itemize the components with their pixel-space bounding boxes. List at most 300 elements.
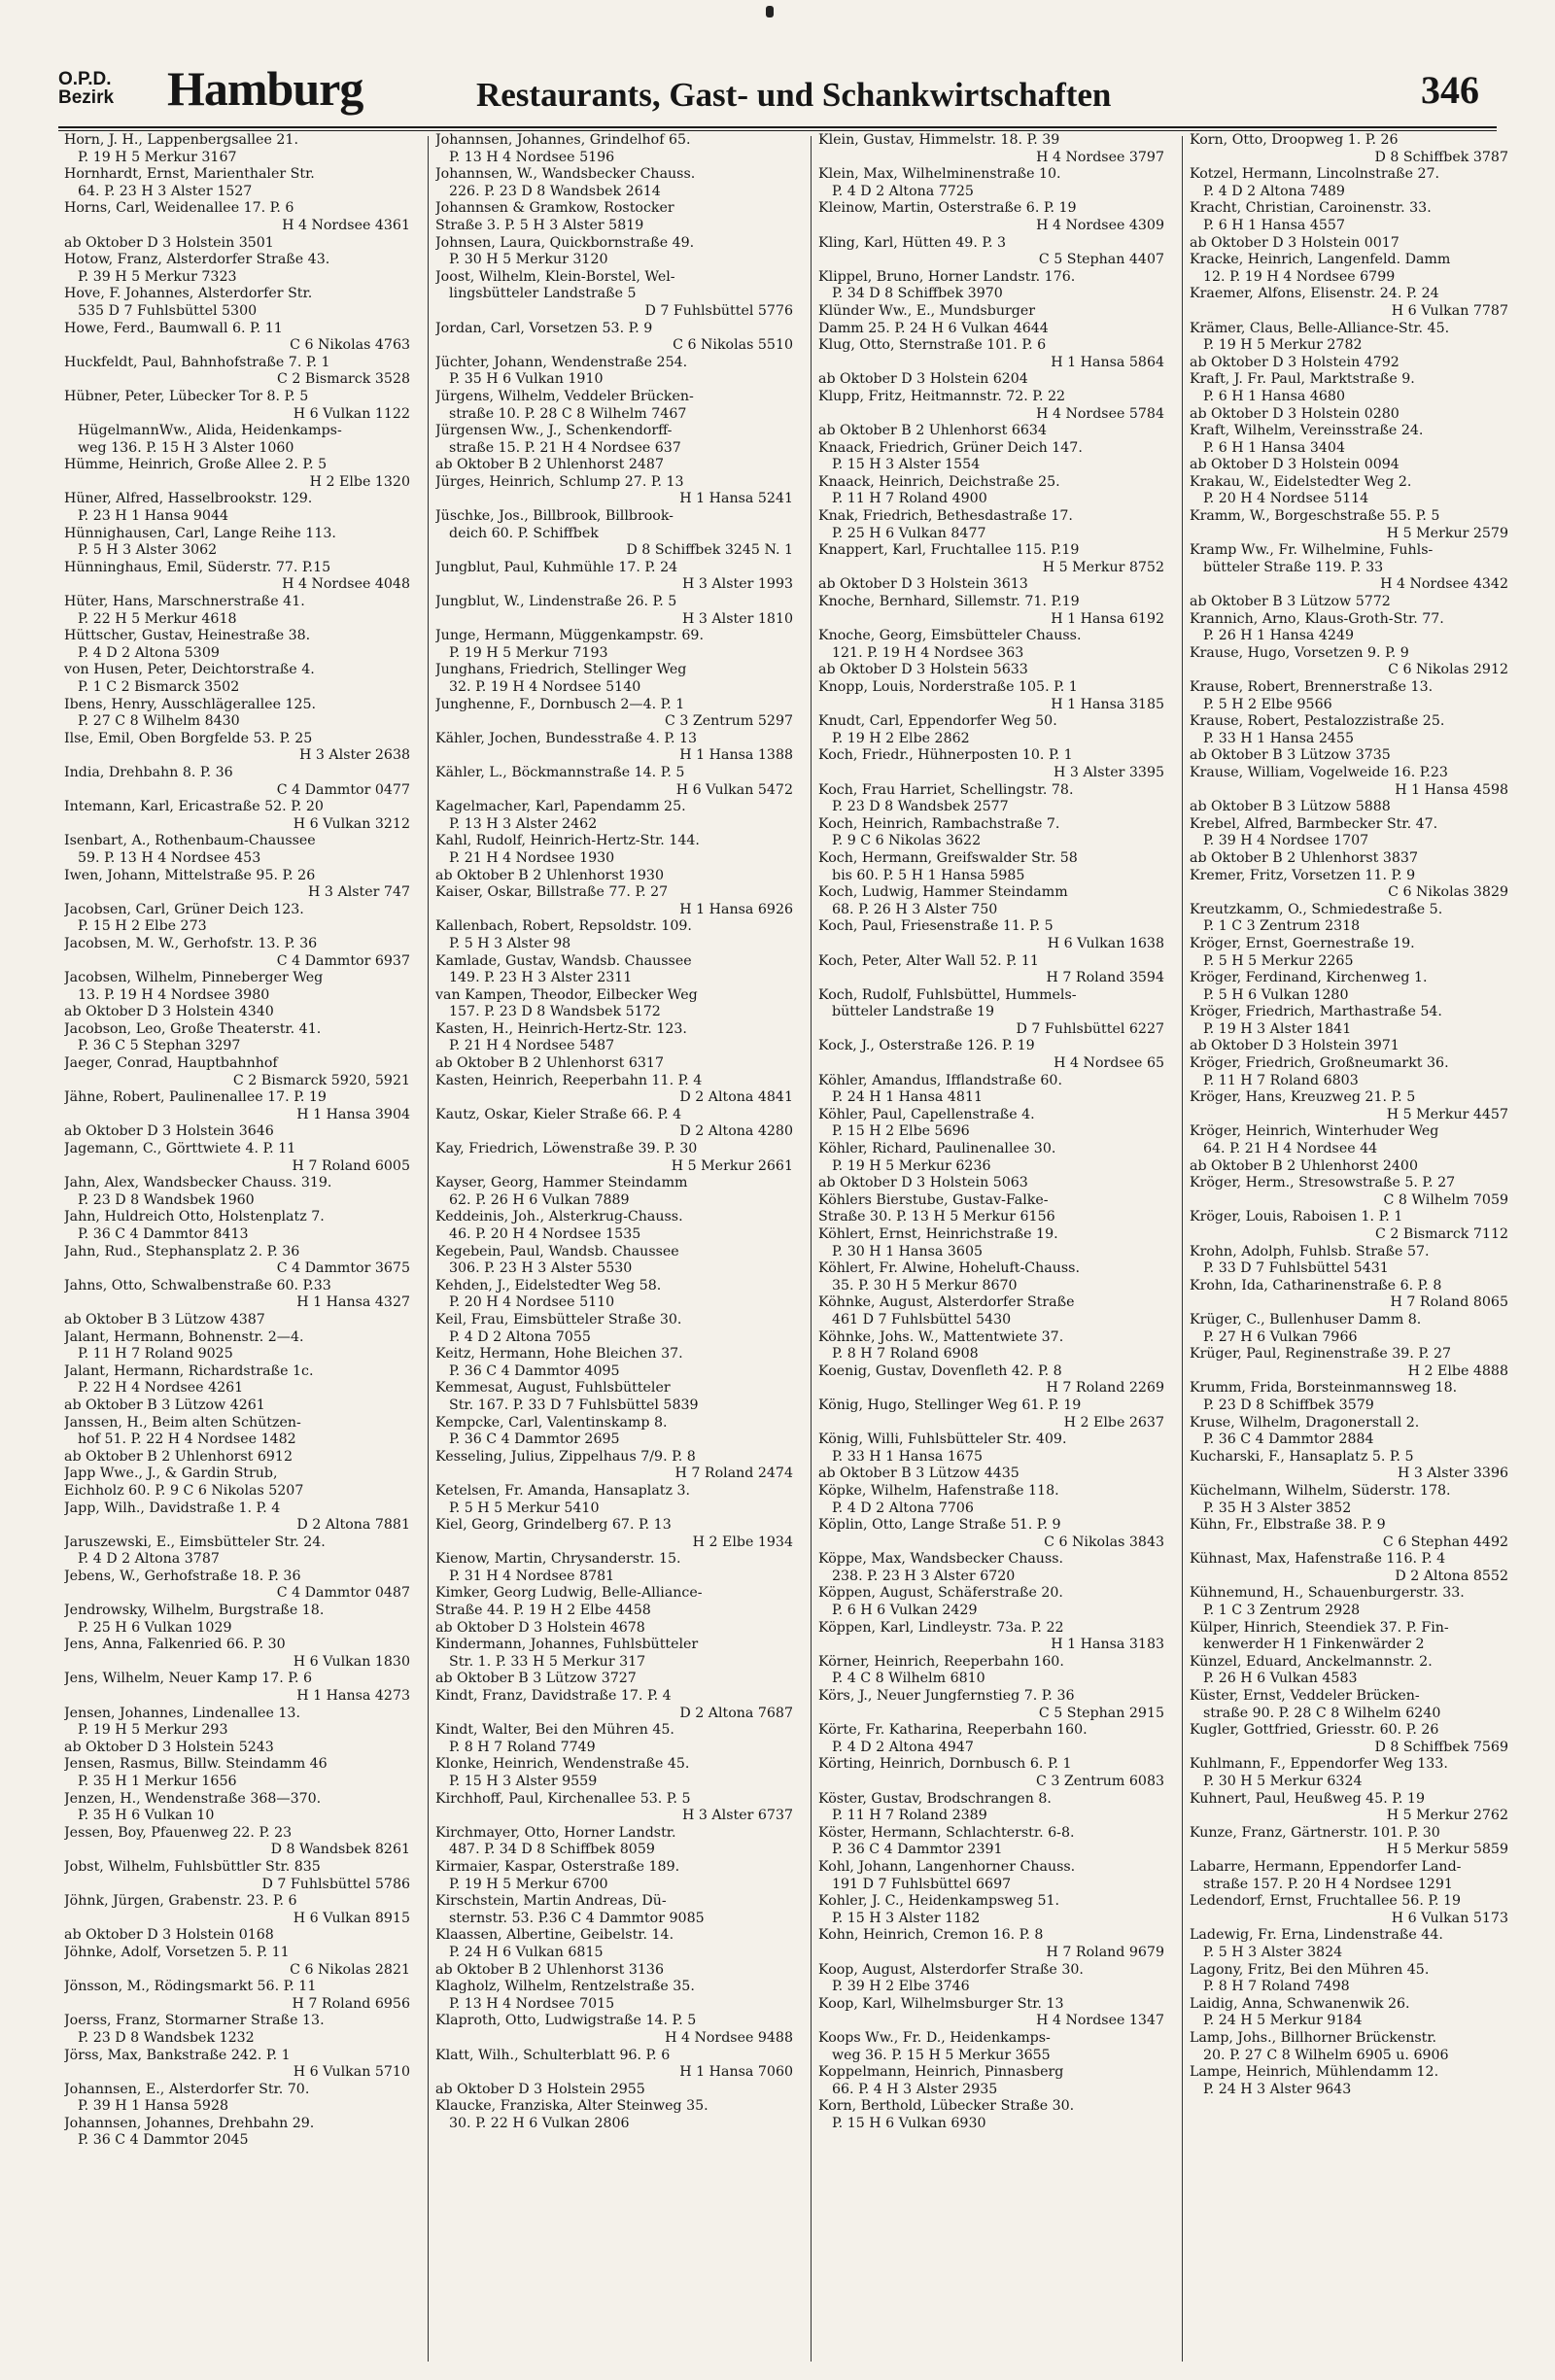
directory-entry-line: Kirschstein, Martin Andreas, Dü- xyxy=(435,1893,667,1910)
directory-entry-line: P. 27 H 6 Vulkan 7966 xyxy=(1203,1328,1358,1345)
directory-entry-line: straße 157. P. 20 H 4 Nordsee 1291 xyxy=(1203,1876,1453,1892)
directory-entry-line: P. 36 C 4 Dammtor 2045 xyxy=(78,2132,249,2149)
directory-entry-line: P. 11 H 7 Roland 6803 xyxy=(1203,1072,1359,1088)
directory-entry-line: Ibens, Henry, Ausschlägerallee 125. xyxy=(64,696,317,712)
directory-entry-line: Keil, Frau, Eimsbütteler Straße 30. xyxy=(435,1311,682,1328)
directory-entry-line: Kotzel, Hermann, Lincolnstraße 27. xyxy=(1190,166,1440,183)
directory-entry-line: H 4 Nordsee 4048 xyxy=(282,576,410,593)
directory-entry-line: ab Oktober B 3 Lützow 3735 xyxy=(1190,747,1391,764)
directory-entry-line: P. 13 H 3 Alster 2462 xyxy=(449,815,598,832)
directory-entry-line: P. 11 H 7 Roland 4900 xyxy=(832,491,987,507)
directory-entry-line: ab Oktober B 2 Uhlenhorst 6634 xyxy=(818,423,1047,439)
directory-entry-line: 64. P. 23 H 3 Alster 1527 xyxy=(78,183,253,199)
directory-entry-line: Kunze, Franz, Gärtnerstr. 101. P. 30 xyxy=(1190,1824,1440,1841)
directory-entry-line: P. 4 D 2 Altona 7489 xyxy=(1203,183,1345,199)
directory-entry-line: P. 24 H 1 Hansa 4811 xyxy=(832,1089,983,1106)
directory-entry-line: ab Oktober D 3 Holstein 3613 xyxy=(818,576,1028,593)
directory-entry-line: ab Oktober B 3 Lützow 4435 xyxy=(818,1466,1019,1482)
directory-entry-line: P. 33 H 1 Hansa 2455 xyxy=(1203,730,1354,746)
directory-entry-line: 59. P. 13 H 4 Nordsee 453 xyxy=(78,849,261,866)
directory-entry-line: Kröger, Hans, Kreuzweg 21. P. 5 xyxy=(1190,1089,1416,1106)
directory-entry-line: P. 27 C 8 Wilhelm 8430 xyxy=(78,713,240,730)
directory-entry-line: H 7 Roland 8065 xyxy=(1390,1294,1508,1311)
directory-entry-line: Külper, Hinrich, Steendiek 37. P. Fin- xyxy=(1190,1619,1449,1636)
directory-entry-line: Joerss, Franz, Stormarner Straße 13. xyxy=(64,2013,325,2029)
header-rule xyxy=(58,126,1497,128)
directory-entry-line: Kröger, Ferdinand, Kirchenweg 1. xyxy=(1190,970,1428,986)
directory-entry-line: Hünninghaus, Emil, Süderstr. 77. P.15 xyxy=(64,559,331,575)
directory-entry-line: Kohl, Johann, Langenhorner Chauss. xyxy=(818,1858,1076,1875)
directory-entry-line: ab Oktober B 2 Uhlenhorst 3837 xyxy=(1190,849,1418,866)
directory-entry-line: Krebel, Alfred, Barmbecker Str. 47. xyxy=(1190,815,1438,832)
directory-entry-line: 12. P. 19 H 4 Nordsee 6799 xyxy=(1203,268,1396,285)
directory-entry-line: Hove, F. Johannes, Alsterdorfer Str. xyxy=(64,286,313,302)
directory-entry-line: C 6 Nikolas 4763 xyxy=(290,337,410,354)
directory-entry-line: P. 1 C 3 Zentrum 2928 xyxy=(1203,1603,1361,1619)
directory-entry-line: Str. 1. P. 33 H 5 Merkur 317 xyxy=(449,1653,646,1670)
directory-entry-line: H 3 Alster 3395 xyxy=(1054,764,1164,780)
directory-entry-line: P. 15 H 2 Elbe 5696 xyxy=(832,1123,970,1140)
directory-entry-line: P. 4 C 8 Wilhelm 6810 xyxy=(832,1671,985,1687)
directory-entry-line: Kohler, J. C., Heidenkampsweg 51. xyxy=(818,1893,1060,1910)
column-divider xyxy=(811,136,812,2362)
directory-entry-line: Japp Wwe., J., & Gardin Strub, xyxy=(64,1466,278,1482)
directory-entry-line: Kröger, Louis, Raboisen 1. P. 1 xyxy=(1190,1209,1403,1225)
directory-entry-line: H 6 Vulkan 8915 xyxy=(293,1910,410,1926)
directory-entry-line: Klippel, Bruno, Horner Landstr. 176. xyxy=(818,268,1076,285)
directory-entry-line: Hüner, Alfred, Hasselbrookstr. 129. xyxy=(64,491,313,507)
directory-entry-line: Jens, Anna, Falkenried 66. P. 30 xyxy=(64,1637,286,1653)
directory-entry-line: Koch, Ludwig, Hammer Steindamm xyxy=(818,884,1068,901)
directory-entry-line: Johannsen, Johannes, Drehbahn 29. xyxy=(64,2115,315,2131)
directory-entry-line: P. 35 H 3 Alster 3852 xyxy=(1203,1500,1352,1516)
directory-entry-line: D 2 Altona 8552 xyxy=(1395,1568,1508,1584)
directory-entry-line: Krüger, Paul, Reginenstraße 39. P. 27 xyxy=(1190,1346,1452,1362)
directory-entry-line: 20. P. 27 C 8 Wilhelm 6905 u. 6906 xyxy=(1203,2047,1449,2063)
directory-entry-line: ab Oktober D 3 Holstein 0094 xyxy=(1190,457,1400,473)
directory-entry-line: 306. P. 23 H 3 Alster 5530 xyxy=(449,1260,633,1277)
directory-entry-line: Koop, Karl, Wilhelmsburger Str. 13 xyxy=(818,1995,1064,2012)
directory-entry-line: Eichholz 60. P. 9 C 6 Nikolas 5207 xyxy=(64,1482,304,1499)
directory-entry-line: Köhlert, Ernst, Heinrichstraße 19. xyxy=(818,1226,1058,1242)
directory-entry-line: P. 11 H 7 Roland 9025 xyxy=(78,1346,233,1362)
directory-entry-line: Kuhlmann, F., Eppendorfer Weg 133. xyxy=(1190,1756,1448,1773)
directory-entry-line: Klein, Max, Wilhelminenstraße 10. xyxy=(818,166,1061,183)
directory-entry-line: H 4 Nordsee 1347 xyxy=(1036,2013,1164,2029)
directory-entry-line: 461 D 7 Fuhlsbüttel 5430 xyxy=(832,1311,1012,1328)
directory-entry-line: Jensen, Rasmus, Billw. Steindamm 46 xyxy=(64,1756,328,1773)
directory-entry-line: H 6 Vulkan 1638 xyxy=(1047,935,1164,951)
directory-entry-line: Krause, Robert, Brennerstraße 13. xyxy=(1190,679,1434,695)
directory-entry-line: P. 24 H 6 Vulkan 6815 xyxy=(449,1944,604,1960)
directory-entry-line: 64. P. 21 H 4 Nordsee 44 xyxy=(1203,1141,1378,1157)
directory-entry-line: D 8 Schiffbek 7569 xyxy=(1374,1739,1508,1755)
directory-entry-line: kenwerder H 1 Finkenwärder 2 xyxy=(1203,1637,1425,1653)
directory-entry-line: 66. P. 4 H 3 Alster 2935 xyxy=(832,2081,998,2097)
section-title: Restaurants, Gast- und Schankwirtschaften xyxy=(476,76,1112,114)
directory-entry-line: Jahns, Otto, Schwalbenstraße 60. P.33 xyxy=(64,1277,331,1293)
directory-entry-line: ab Oktober B 3 Lützow 3727 xyxy=(435,1671,637,1687)
directory-entry-line: India, Drehbahn 8. P. 36 xyxy=(64,764,233,780)
directory-entry-line: H 1 Hansa 4598 xyxy=(1395,781,1508,798)
directory-entry-line: P. 19 H 5 Merkur 293 xyxy=(78,1722,228,1739)
directory-entry-line: P. 5 H 5 Merkur 2265 xyxy=(1203,952,1354,969)
directory-entry-line: ab Oktober D 3 Holstein 0168 xyxy=(64,1927,274,1944)
directory-entry-line: Koch, Rudolf, Fuhlsbüttel, Hummels- xyxy=(818,986,1077,1003)
directory-entry-line: H 4 Nordsee 65 xyxy=(1054,1055,1164,1072)
directory-entry-line: C 5 Stephan 2915 xyxy=(1038,1705,1164,1721)
directory-entry-line: Hüter, Hans, Marschnerstraße 41. xyxy=(64,594,305,610)
directory-entry-line: Jönsson, M., Rödingsmarkt 56. P. 11 xyxy=(64,1979,317,1995)
directory-entry-line: Koch, Heinrich, Rambachstraße 7. xyxy=(818,815,1060,832)
directory-entry-line: D 8 Wandsbek 8261 xyxy=(270,1842,410,1858)
directory-entry-line: Kemmesat, August, Fuhlsbütteler xyxy=(435,1380,671,1397)
directory-entry-line: H 6 Vulkan 5710 xyxy=(293,2064,410,2081)
directory-entry-line: Japp, Wilh., Davidstraße 1. P. 4 xyxy=(64,1500,281,1516)
directory-entry-line: P. 19 H 3 Alster 1841 xyxy=(1203,1020,1352,1037)
directory-entry-line: C 6 Nikolas 3843 xyxy=(1044,1534,1164,1550)
directory-entry-line: Kesseling, Julius, Zippelhaus 7/9. P. 8 xyxy=(435,1448,696,1465)
directory-entry-line: Kähler, Jochen, Bundesstraße 4. P. 13 xyxy=(435,730,698,746)
directory-entry-line: Körte, Fr. Katharina, Reeperbahn 160. xyxy=(818,1722,1088,1739)
directory-entry-line: Hotow, Franz, Alsterdorfer Straße 43. xyxy=(64,252,330,268)
directory-entry-line: C 6 Stephan 4492 xyxy=(1382,1534,1508,1550)
directory-entry-line: Köhlert, Fr. Alwine, Hoheluft-Chauss. xyxy=(818,1260,1080,1277)
directory-entry-line: Jahn, Alex, Wandsbecker Chauss. 319. xyxy=(64,1175,332,1191)
directory-entry-line: P. 13 H 4 Nordsee 7015 xyxy=(449,1995,615,2012)
directory-entry-line: P. 39 H 1 Hansa 5928 xyxy=(78,2098,228,2115)
directory-entry-line: Johannsen, Johannes, Grindelhof 65. xyxy=(435,132,691,148)
directory-entry-line: P. 11 H 7 Roland 2389 xyxy=(832,1808,987,1824)
directory-entry-line: Kugler, Gottfried, Griesstr. 60. P. 26 xyxy=(1190,1722,1439,1739)
directory-entry-line: Krause, Hugo, Vorsetzen 9. P. 9 xyxy=(1190,644,1409,661)
directory-entry-line: Kayser, Georg, Hammer Steindamm xyxy=(435,1175,688,1191)
directory-entry-line: P. 36 C 5 Stephan 3297 xyxy=(78,1038,241,1054)
column-divider xyxy=(1182,136,1183,2362)
directory-entry-line: Jalant, Hermann, Richardstraße 1c. xyxy=(64,1362,314,1379)
directory-entry-line: P. 6 H 1 Hansa 4680 xyxy=(1203,388,1345,404)
directory-entry-line: Kasten, H., Heinrich-Hertz-Str. 123. xyxy=(435,1020,687,1037)
directory-entry-line: H 4 Nordsee 4342 xyxy=(1380,576,1508,593)
directory-entry-line: H 1 Hansa 3183 xyxy=(1051,1637,1164,1653)
directory-entry-line: P. 21 H 4 Nordsee 5487 xyxy=(449,1038,615,1054)
directory-entry-line: 13. P. 19 H 4 Nordsee 3980 xyxy=(78,986,270,1003)
column-divider xyxy=(428,136,429,2362)
directory-entry-line: Johannsen, W., Wandsbecker Chauss. xyxy=(435,166,696,183)
directory-entry-line: Koch, Hermann, Greifswalder Str. 58 xyxy=(818,849,1078,866)
directory-entry-line: H 7 Roland 2474 xyxy=(674,1466,793,1482)
directory-entry-line: Knoche, Bernhard, Sillemstr. 71. P.19 xyxy=(818,594,1080,610)
directory-entry-line: Knudt, Carl, Eppendorfer Weg 50. xyxy=(818,713,1057,730)
directory-entry-line: D 7 Fuhlsbüttel 5776 xyxy=(644,302,793,319)
directory-entry-line: Jürges, Heinrich, Schlump 27. P. 13 xyxy=(435,473,684,490)
directory-entry-line: Hornhardt, Ernst, Marienthaler Str. xyxy=(64,166,315,183)
directory-entry-line: Korn, Otto, Droopweg 1. P. 26 xyxy=(1190,132,1399,148)
directory-entry-line: Hünnighausen, Carl, Lange Reihe 113. xyxy=(64,525,336,541)
directory-entry-line: ab Oktober B 2 Uhlenhorst 1930 xyxy=(435,867,664,883)
directory-entry-line: Janssen, H., Beim alten Schützen- xyxy=(64,1414,301,1431)
directory-entry-line: P. 24 H 3 Alster 9643 xyxy=(1203,2081,1352,2097)
directory-entry-line: Lagony, Fritz, Bei den Mühren 45. xyxy=(1190,1961,1430,1978)
directory-entry-line: Knopp, Louis, Norderstraße 105. P. 1 xyxy=(818,679,1078,695)
directory-entry-line: ab Oktober B 3 Lützow 4261 xyxy=(64,1397,265,1413)
bezirk-label: Bezirk xyxy=(58,87,115,108)
directory-entry-line: bütteler Straße 119. P. 33 xyxy=(1203,559,1384,575)
directory-entry-line: Johnsen, Laura, Quickbornstraße 49. xyxy=(435,234,695,251)
directory-entry-line: C 5 Stephan 4407 xyxy=(1038,252,1164,268)
directory-entry-line: P. 23 D 8 Wandsbek 2577 xyxy=(832,799,1009,815)
directory-entry-line: Jessen, Boy, Pfauenweg 22. P. 23 xyxy=(64,1824,293,1841)
directory-entry-line: H 3 Alster 3396 xyxy=(1398,1466,1508,1482)
directory-entry-line: Jöhnke, Adolf, Vorsetzen 5. P. 11 xyxy=(64,1944,290,1960)
directory-entry-line: H 7 Roland 9679 xyxy=(1046,1944,1164,1960)
directory-entry-line: Howe, Ferd., Baumwall 6. P. 11 xyxy=(64,320,283,336)
directory-entry-line: Kindermann, Johannes, Fuhlsbütteler xyxy=(435,1637,699,1653)
directory-entry-line: Kruse, Wilhelm, Dragonerstall 2. xyxy=(1190,1414,1420,1431)
directory-entry-line: P. 5 H 3 Alster 98 xyxy=(449,935,571,951)
directory-entry-line: Kiel, Georg, Grindelberg 67. P. 13 xyxy=(435,1517,672,1534)
directory-entry-line: Jacobsen, Carl, Grüner Deich 123. xyxy=(64,901,304,917)
directory-entry-line: Kamlade, Gustav, Wandsb. Chaussee xyxy=(435,952,692,969)
directory-entry-line: ab Oktober D 3 Holstein 3971 xyxy=(1190,1038,1400,1054)
directory-entry-line: P. 36 C 4 Dammtor 2884 xyxy=(1203,1431,1374,1448)
directory-entry-line: lingsbütteler Landstraße 5 xyxy=(449,286,637,302)
directory-column-2 xyxy=(435,132,801,2367)
directory-entry-line: ab Oktober D 3 Holstein 4678 xyxy=(435,1619,645,1636)
directory-entry-line: P. 4 D 2 Altona 7725 xyxy=(832,183,974,199)
directory-entry-line: Kröger, Heinrich, Winterhuder Weg xyxy=(1190,1123,1439,1140)
page-header xyxy=(58,60,1516,128)
directory-entry-line: König, Hugo, Stellinger Weg 61. P. 19 xyxy=(818,1397,1082,1413)
directory-entry-line: Horns, Carl, Weidenallee 17. P. 6 xyxy=(64,200,294,217)
directory-entry-line: P. 4 D 2 Altona 5309 xyxy=(78,644,220,661)
directory-entry-line: P. 21 H 4 Nordsee 1930 xyxy=(449,849,615,866)
directory-entry-line: P. 26 H 6 Vulkan 4583 xyxy=(1203,1671,1358,1687)
directory-entry-line: Jähne, Robert, Paulinenallee 17. P. 19 xyxy=(64,1089,327,1106)
directory-entry-line: H 1 Hansa 5241 xyxy=(679,491,793,507)
directory-entry-line: P. 23 D 8 Schiffbek 3579 xyxy=(1203,1397,1374,1413)
directory-entry-line: H 2 Elbe 4888 xyxy=(1407,1362,1508,1379)
directory-entry-line: straße 15. P. 21 H 4 Nordsee 637 xyxy=(449,439,681,456)
directory-entry-line: Körs, J., Neuer Jungfernstieg 7. P. 36 xyxy=(818,1688,1075,1705)
directory-entry-line: bis 60. P. 5 H 1 Hansa 5985 xyxy=(832,867,1025,883)
directory-entry-line: Keddeinis, Joh., Alsterkrug-Chauss. xyxy=(435,1209,683,1225)
directory-entry-line: Künzel, Eduard, Anckelmannstr. 2. xyxy=(1190,1653,1433,1670)
directory-entry-line: P. 1 C 2 Bismarck 3502 xyxy=(78,679,240,695)
directory-entry-line: P. 19 H 2 Elbe 2862 xyxy=(832,730,970,746)
directory-entry-line: H 7 Roland 6956 xyxy=(292,1995,410,2012)
directory-entry-line: straße 90. P. 28 C 8 Wilhelm 6240 xyxy=(1203,1705,1441,1721)
directory-entry-line: Kähler, L., Böckmannstraße 14. P. 5 xyxy=(435,764,685,780)
directory-entry-line: Krämer, Claus, Belle-Alliance-Str. 45. xyxy=(1190,320,1450,336)
directory-entry-line: Straße 44. P. 19 H 2 Elbe 4458 xyxy=(435,1603,651,1619)
directory-entry-line: Ilse, Emil, Oben Borgfelde 53. P. 25 xyxy=(64,730,313,746)
directory-entry-line: Kirchmayer, Otto, Horner Landstr. xyxy=(435,1824,676,1841)
directory-entry-line: Damm 25. P. 24 H 6 Vulkan 4644 xyxy=(818,320,1049,336)
directory-entry-line: Jahn, Huldreich Otto, Holstenplatz 7. xyxy=(64,1209,325,1225)
directory-entry-line: Krannich, Arno, Klaus-Groth-Str. 77. xyxy=(1190,610,1444,627)
directory-entry-line: 68. P. 26 H 3 Alster 750 xyxy=(832,901,998,917)
directory-entry-line: Kienow, Martin, Chrysanderstr. 15. xyxy=(435,1551,681,1568)
directory-entry-line: 149. P. 23 H 3 Alster 2311 xyxy=(449,970,633,986)
directory-entry-line: Jobst, Wilhelm, Fuhlsbüttler Str. 835 xyxy=(64,1858,321,1875)
directory-entry-line: Labarre, Hermann, Eppendorfer Land- xyxy=(1190,1858,1462,1875)
directory-entry-line: Kracke, Heinrich, Langenfeld. Damm xyxy=(1190,252,1451,268)
directory-entry-line: ab Oktober D 3 Holstein 4340 xyxy=(64,1004,274,1020)
directory-entry-line: H 3 Alster 6737 xyxy=(682,1808,793,1824)
directory-entry-line: P. 6 H 6 Vulkan 2429 xyxy=(832,1603,978,1619)
directory-entry-line: P. 6 H 1 Hansa 4557 xyxy=(1203,217,1345,233)
directory-column-4 xyxy=(1190,132,1516,2367)
directory-entry-line: Kirchhoff, Paul, Kirchenallee 53. P. 5 xyxy=(435,1790,691,1807)
directory-entry-line: H 1 Hansa 6926 xyxy=(679,901,793,917)
directory-entry-line: Köhnke, August, Alsterdorfer Straße xyxy=(818,1294,1075,1311)
directory-entry-line: P. 39 H 4 Nordsee 1707 xyxy=(1203,833,1369,849)
directory-entry-line: H 4 Nordsee 9488 xyxy=(665,2029,793,2046)
directory-entry-line: P. 19 H 5 Merkur 6236 xyxy=(832,1157,991,1174)
directory-entry-line: P. 20 H 4 Nordsee 5110 xyxy=(449,1294,615,1311)
directory-entry-line: H 5 Merkur 8752 xyxy=(1042,559,1164,575)
directory-entry-line: Köhler, Richard, Paulinenallee 30. xyxy=(818,1141,1056,1157)
directory-entry-line: HügelmannWw., Alida, Heidenkamps- xyxy=(78,423,342,439)
directory-entry-line: P. 5 H 3 Alster 3824 xyxy=(1203,1944,1343,1960)
city-title: Hamburg xyxy=(167,61,363,116)
directory-entry-line: ab Oktober B 2 Uhlenhorst 3136 xyxy=(435,1961,664,1978)
directory-entry-line: P. 36 C 4 Dammtor 2695 xyxy=(449,1431,620,1448)
district-label xyxy=(58,70,114,107)
directory-entry-line: D 8 Schiffbek 3787 xyxy=(1374,149,1508,165)
directory-entry-line: Koch, Frau Harriet, Schellingstr. 78. xyxy=(818,781,1074,798)
directory-entry-line: P. 19 H 5 Merkur 2782 xyxy=(1203,337,1363,354)
directory-entry-line: C 4 Dammtor 3675 xyxy=(276,1260,410,1277)
directory-entry-line: Hüttscher, Gustav, Heinestraße 38. xyxy=(64,628,311,644)
directory-entry-line: ab Oktober B 2 Uhlenhorst 2400 xyxy=(1190,1157,1418,1174)
directory-entry-line: H 6 Vulkan 7787 xyxy=(1391,302,1508,319)
directory-entry-line: Joost, Wilhelm, Klein-Borstel, Wel- xyxy=(435,268,675,285)
directory-entry-line: Kremer, Fritz, Vorsetzen 11. P. 9 xyxy=(1190,867,1416,883)
directory-entry-line: Koop, August, Alsterdorfer Straße 30. xyxy=(818,1961,1084,1978)
directory-entry-line: P. 19 H 5 Merkur 3167 xyxy=(78,149,237,165)
directory-entry-line: P. 5 H 2 Elbe 9566 xyxy=(1203,696,1332,712)
directory-entry-line: Koppelmann, Heinrich, Pinnasberg xyxy=(818,2064,1064,2081)
directory-entry-line: ab Oktober B 3 Lützow 4387 xyxy=(64,1311,265,1328)
directory-entry-line: Klaucke, Franziska, Alter Steinweg 35. xyxy=(435,2098,708,2115)
directory-entry-line: Kahl, Rudolf, Heinrich-Hertz-Str. 144. xyxy=(435,833,700,849)
directory-entry-line: Kracht, Christian, Caroinenstr. 33. xyxy=(1190,200,1432,217)
directory-entry-line: P. 35 H 1 Merkur 1656 xyxy=(78,1774,237,1789)
directory-entry-line: Jahn, Rud., Stephansplatz 2. P. 36 xyxy=(64,1243,300,1259)
directory-entry-line: P. 33 H 1 Hansa 1675 xyxy=(832,1448,983,1465)
directory-entry-line: Köpke, Wilhelm, Hafenstraße 118. xyxy=(818,1482,1059,1499)
directory-entry-line: H 1 Hansa 6192 xyxy=(1051,610,1164,627)
directory-entry-line: H 3 Alster 2638 xyxy=(299,747,410,764)
directory-entry-line: Straße 3. P. 5 H 3 Alster 5819 xyxy=(435,217,644,233)
directory-entry-line: ab Oktober D 3 Holstein 2955 xyxy=(435,2081,645,2097)
directory-entry-line: Kucharski, F., Hansaplatz 5. P. 5 xyxy=(1190,1448,1414,1465)
directory-entry-line: Kock, J., Osterstraße 126. P. 19 xyxy=(818,1038,1035,1054)
directory-entry-line: P. 4 D 2 Altona 7706 xyxy=(832,1500,974,1516)
directory-entry-line: P. 33 D 7 Fuhlsbüttel 5431 xyxy=(1203,1260,1389,1277)
directory-entry-line: Köppe, Max, Wandsbecker Chauss. xyxy=(818,1551,1064,1568)
directory-entry-line: ab Oktober D 3 Holstein 4792 xyxy=(1190,354,1400,370)
directory-entry-line: Kraft, Wilhelm, Vereinsstraße 24. xyxy=(1190,423,1424,439)
directory-entry-line: ab Oktober D 3 Holstein 5633 xyxy=(818,662,1028,678)
directory-entry-line: deich 60. P. Schiffbek xyxy=(449,525,599,541)
directory-entry-line: Kühn, Fr., Elbstraße 38. P. 9 xyxy=(1190,1517,1386,1534)
directory-entry-line: Jaeger, Conrad, Hauptbahnhof xyxy=(64,1055,278,1072)
directory-entry-line: Jenzen, H., Wendenstraße 368—370. xyxy=(64,1790,322,1807)
directory-entry-line: H 5 Merkur 5859 xyxy=(1386,1842,1508,1858)
directory-entry-line: Isenbart, A., Rothenbaum-Chaussee xyxy=(64,833,316,849)
directory-entry-line: bütteler Landstraße 19 xyxy=(832,1004,995,1020)
directory-entry-line: Lamp, Johs., Billhorner Brückenstr. xyxy=(1190,2029,1437,2046)
directory-entry-line: van Kampen, Theodor, Eilbecker Weg xyxy=(435,986,698,1003)
directory-entry-line: Krohn, Adolph, Fuhlsb. Straße 57. xyxy=(1190,1243,1430,1259)
directory-entry-line: D 2 Altona 4841 xyxy=(679,1089,793,1106)
directory-entry-line: Junge, Hermann, Müggenkampstr. 69. xyxy=(435,628,704,644)
directory-entry-line: H 6 Vulkan 1122 xyxy=(293,405,410,422)
directory-entry-line: Körner, Heinrich, Reeperbahn 160. xyxy=(818,1653,1064,1670)
directory-entry-line: 487. P. 34 D 8 Schiffbek 8059 xyxy=(449,1842,655,1858)
directory-entry-line: 226. P. 23 D 8 Wandsbek 2614 xyxy=(449,183,661,199)
directory-entry-line: Jalant, Hermann, Bohnenstr. 2—4. xyxy=(64,1328,304,1345)
directory-entry-line: Köppen, Karl, Lindleystr. 73a. P. 22 xyxy=(818,1619,1064,1636)
directory-entry-line: Jörss, Max, Bankstraße 242. P. 1 xyxy=(64,2047,291,2063)
directory-entry-line: Kehden, J., Eidelstedter Weg 58. xyxy=(435,1277,662,1293)
directory-column-3 xyxy=(818,132,1172,2367)
directory-entry-line: Kraemer, Alfons, Elisenstr. 24. P. 24 xyxy=(1190,286,1439,302)
directory-entry-line: Krause, Robert, Pestalozzistraße 25. xyxy=(1190,713,1445,730)
directory-entry-line: Johannsen, E., Alsterdorfer Str. 70. xyxy=(64,2081,310,2097)
directory-entry-line: Krüger, C., Bullenhuser Damm 8. xyxy=(1190,1311,1422,1328)
directory-entry-line: C 4 Dammtor 6937 xyxy=(276,952,410,969)
directory-entry-line: Kindt, Walter, Bei den Mühren 45. xyxy=(435,1722,674,1739)
directory-entry-line: Köhler, Amandus, Ifflandstraße 60. xyxy=(818,1072,1062,1088)
directory-entry-line: H 5 Merkur 4457 xyxy=(1386,1106,1508,1122)
directory-entry-line: C 8 Wilhelm 7059 xyxy=(1383,1191,1508,1208)
print-mark xyxy=(766,6,774,17)
directory-entry-line: Jagemann, C., Görttwiete 4. P. 11 xyxy=(64,1141,296,1157)
directory-entry-line: C 6 Nikolas 5510 xyxy=(673,337,793,354)
directory-entry-line: H 3 Alster 1810 xyxy=(682,610,793,627)
directory-entry-line: straße 10. P. 28 C 8 Wilhelm 7467 xyxy=(449,405,687,422)
directory-entry-line: H 2 Elbe 1934 xyxy=(692,1534,793,1550)
directory-entry-line: P. 36 C 4 Dammtor 4095 xyxy=(449,1362,620,1379)
directory-entry-line: Knaack, Friedrich, Grüner Deich 147. xyxy=(818,439,1083,456)
directory-entry-line: P. 6 H 1 Hansa 3404 xyxy=(1203,439,1345,456)
directory-entry-line: Kuhnert, Paul, Heußweg 45. P. 19 xyxy=(1190,1790,1425,1807)
directory-entry-line: ab Oktober D 3 Holstein 6204 xyxy=(818,371,1028,388)
directory-entry-line: P. 23 D 8 Wandsbek 1232 xyxy=(78,2029,255,2046)
directory-entry-line: H 4 Nordsee 3797 xyxy=(1036,149,1164,165)
directory-entry-line: P. 36 C 4 Dammtor 2391 xyxy=(832,1842,1003,1858)
directory-entry-line: Jüschke, Jos., Billbrook, Billbrook- xyxy=(435,508,674,525)
directory-entry-line: P. 20 H 4 Nordsee 5114 xyxy=(1203,491,1369,507)
directory-entry-line: Krumm, Frida, Borsteinmannsweg 18. xyxy=(1190,1380,1458,1397)
directory-entry-line: P. 30 H 5 Merkur 3120 xyxy=(449,252,608,268)
directory-column-1 xyxy=(64,132,418,2367)
directory-entry-line: Horn, J. H., Lappenbergsallee 21. xyxy=(64,132,298,148)
directory-entry-line: H 5 Merkur 2661 xyxy=(671,1157,793,1174)
directory-entry-line: Krause, William, Vogelweide 16. P.23 xyxy=(1190,764,1448,780)
directory-entry-line: Jendrowsky, Wilhelm, Burgstraße 18. xyxy=(64,1603,325,1619)
directory-entry-line: 32. P. 19 H 4 Nordsee 5140 xyxy=(449,679,641,695)
directory-entry-line: P. 15 H 2 Elbe 273 xyxy=(78,918,207,935)
directory-entry-line: H 1 Hansa 1388 xyxy=(679,747,793,764)
directory-entry-line: D 7 Fuhlsbüttel 6227 xyxy=(1016,1020,1164,1037)
directory-entry-line: C 2 Bismarck 5920, 5921 xyxy=(232,1072,410,1088)
directory-entry-line: Keitz, Hermann, Hohe Bleichen 37. xyxy=(435,1346,683,1362)
